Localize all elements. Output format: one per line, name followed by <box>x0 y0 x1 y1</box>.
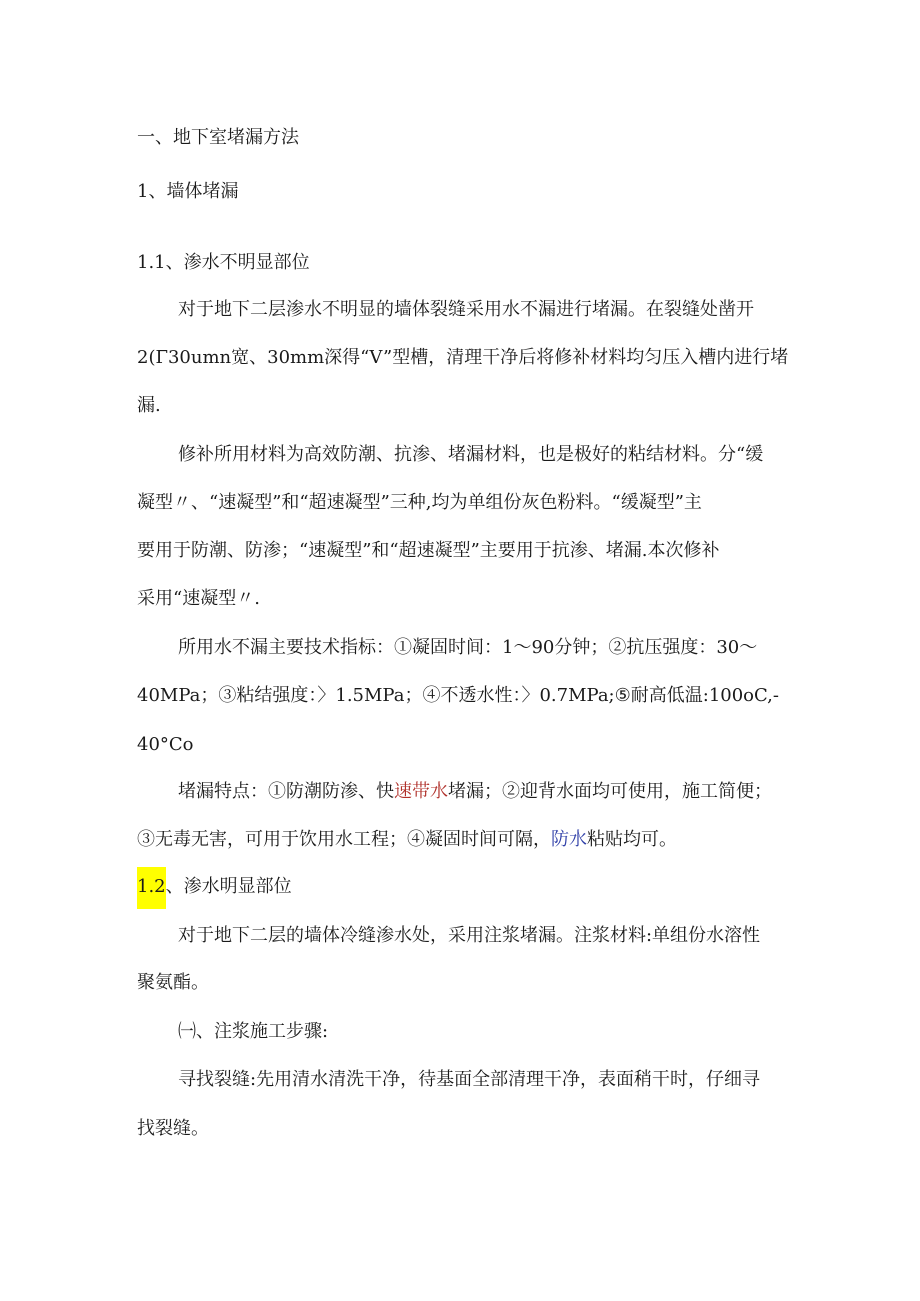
paragraph-3-line-1: 所用水不漏主要技术指标：①凝固时间：1～90分钟；②抗压强度：30～ <box>178 637 758 658</box>
paragraph-4-text-a: 堵漏特点：①防潮防渗、快 <box>178 781 394 802</box>
paragraph-2-line-3: 要用于防潮、防渗；“速凝型”和“超速凝型”主要用于抗渗、堵漏.本次修补 <box>137 540 720 561</box>
paragraph-6-line-2: 找裂缝。 <box>137 1118 209 1139</box>
paragraph-2-line-2: 凝型〃、“速凝型”和“超速凝型”三种,均为单组份灰色粉料。“缓凝型”主 <box>137 492 702 513</box>
paragraph-4-text-c: ③无毒无害，可用于饮用水工程；④凝固时间可隔， <box>137 829 551 850</box>
blue-accent-text: 防水 <box>551 829 587 850</box>
paragraph-3-line-3: 40°Co <box>137 734 194 755</box>
paragraph-4-text-d: 粘贴均可。 <box>587 829 677 850</box>
heading-obvious-seepage <box>137 875 292 909</box>
paragraph-5-line-2: 聚氨酯。 <box>137 972 209 993</box>
paragraph-4-text-b: 堵漏；②迎背水面均可使用，施工简便； <box>448 781 772 802</box>
heading-minor-seepage: 1.1、渗水不明显部位 <box>137 252 310 273</box>
paragraph-3-line-2: 40MPa；③粘结强度：〉1.5MPa；④不透水性：〉0.7MPa;⑤耐高低温:100oC,- <box>137 685 779 706</box>
highlighted-section-number: 1.2 <box>137 867 166 909</box>
paragraph-1-line-3: 漏. <box>137 395 161 416</box>
paragraph-1-line-2: 2(Γ30umn宽、30mm深得“V”型槽，清理干净后将修补材料均匀压入槽内进行堵 <box>137 347 789 368</box>
heading-basement-leak-methods: 一、地下室堵漏方法 <box>137 127 299 148</box>
paragraph-6-line-1: 寻找裂缝:先用清水清洗干净，待基面全部清理干净，表面稍干时，仔细寻 <box>178 1069 761 1090</box>
heading-obvious-seepage-text: 、渗水明显部位 <box>165 876 292 897</box>
red-accent-text: 速带水 <box>394 781 448 802</box>
paragraph-2-line-4: 采用“速凝型〃. <box>137 588 260 609</box>
heading-wall-leak: 1、墙体堵漏 <box>137 181 239 202</box>
paragraph-1-line-1: 对于地下二层渗水不明显的墙体裂缝采用水不漏进行堵漏。在裂缝处凿开 <box>178 299 754 320</box>
paragraph-4-line-2 <box>137 828 677 852</box>
paragraph-5-line-1: 对于地下二层的墙体冷缝渗水处，采用注浆堵漏。注浆材料:单组份水溶性 <box>178 925 761 946</box>
heading-grouting-steps: ㈠、注浆施工步骤: <box>178 1021 329 1042</box>
paragraph-4-line-1 <box>178 780 772 804</box>
paragraph-2-line-1: 修补所用材料为高效防潮、抗渗、堵漏材料，也是极好的粘结材料。分“缓 <box>178 444 764 465</box>
